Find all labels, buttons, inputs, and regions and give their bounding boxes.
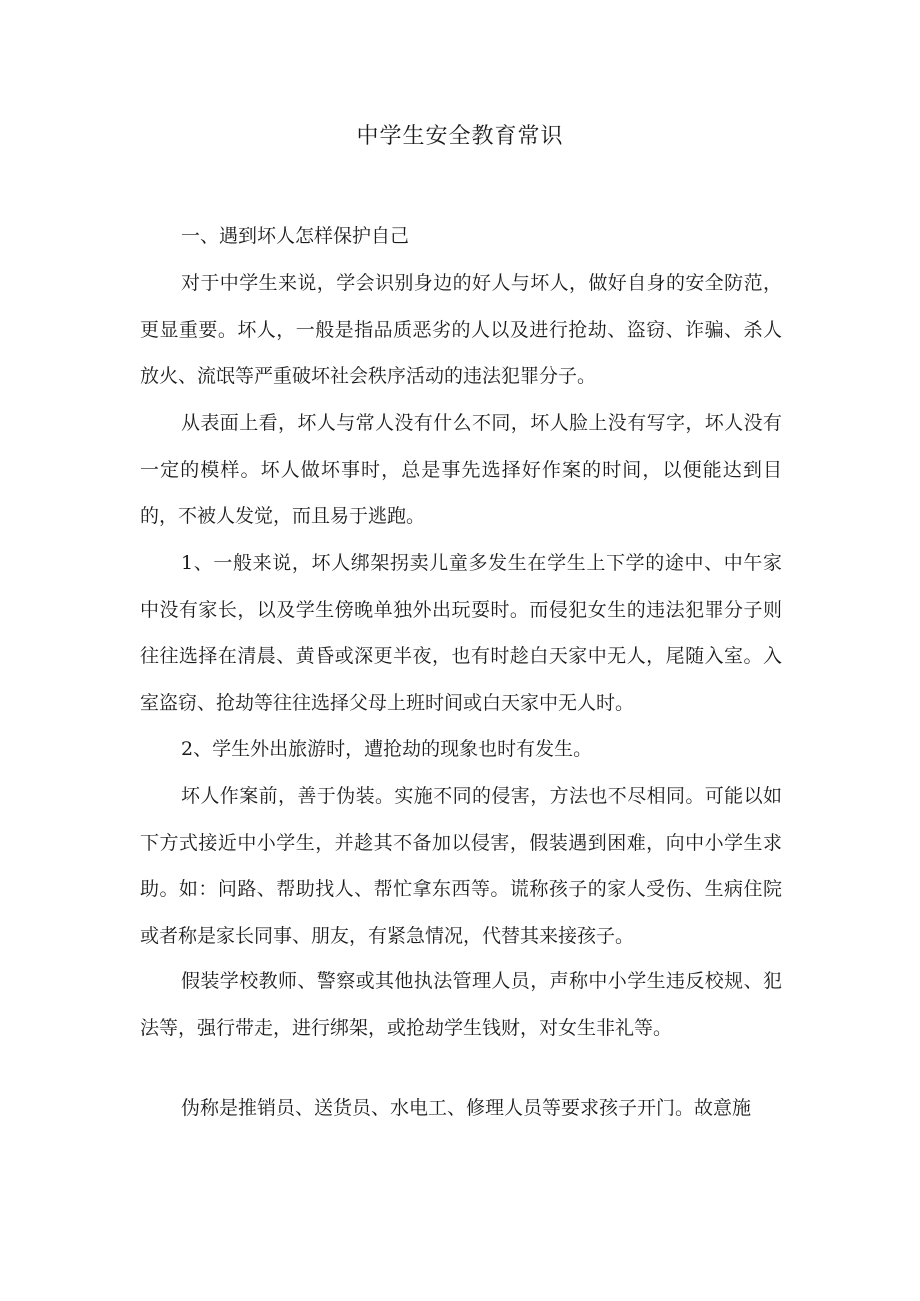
paragraph: 坏人作案前，善于伪装。实施不同的侵害，方法也不尽相同。可能以如下方式接近中小学生，并趁其不备加以侵害，假装遇到困难，向中小学生求助。如：问路、帮助找人、帮忙拿东西等。谎称孩子的家人受伤、生病住院或者称是家长同事、朋友，有紧急情况，代替其来接孩子。 (140, 785, 782, 947)
document-title: 中学生安全教育常识 (356, 124, 564, 149)
paragraph: 从表面上看，坏人与常人没有什么不同，坏人脸上没有写字，坏人没有一定的模样。坏人做坏事时，总是事先选择好作案的时间，以便能达到目的，不被人发觉，而且易于逃跑。 (140, 412, 782, 527)
paragraph: 2、学生外出旅游时，遭抢劫的现象也时有发生。 (181, 738, 593, 760)
paragraph: 1、一般来说，坏人绑架拐卖儿童多发生在学生上下学的途中、中午家中没有家长，以及学生傍晚单独外出玩耍时。而侵犯女生的违法犯罪分子则往往选择在清晨、黄昏或深更半夜，也有时趁白天家中无人，尾随入室。入室盗窃、抢劫等往往选择父母上班时间或白天家中无人时。 (140, 552, 782, 714)
section-heading: 一、遇到坏人怎样保护自己 (181, 225, 410, 247)
paragraph: 假装学校教师、警察或其他执法管理人员，声称中小学生违反校规、犯法等，强行带走，进行绑架，或抢劫学生钱财，对女生非礼等。 (140, 970, 782, 1039)
paragraph: 伪称是推销员、送货员、水电工、修理人员等要求孩子开门。故意施 (181, 1097, 752, 1119)
paragraph: 对于中学生来说，学会识别身边的好人与坏人，做好自身的安全防范，更显重要。坏人，一般是指品质恶劣的人以及进行抢劫、盗窃、诈骗、杀人放火、流氓等严重破坏社会秩序活动的违法犯罪分子。 (140, 272, 782, 387)
